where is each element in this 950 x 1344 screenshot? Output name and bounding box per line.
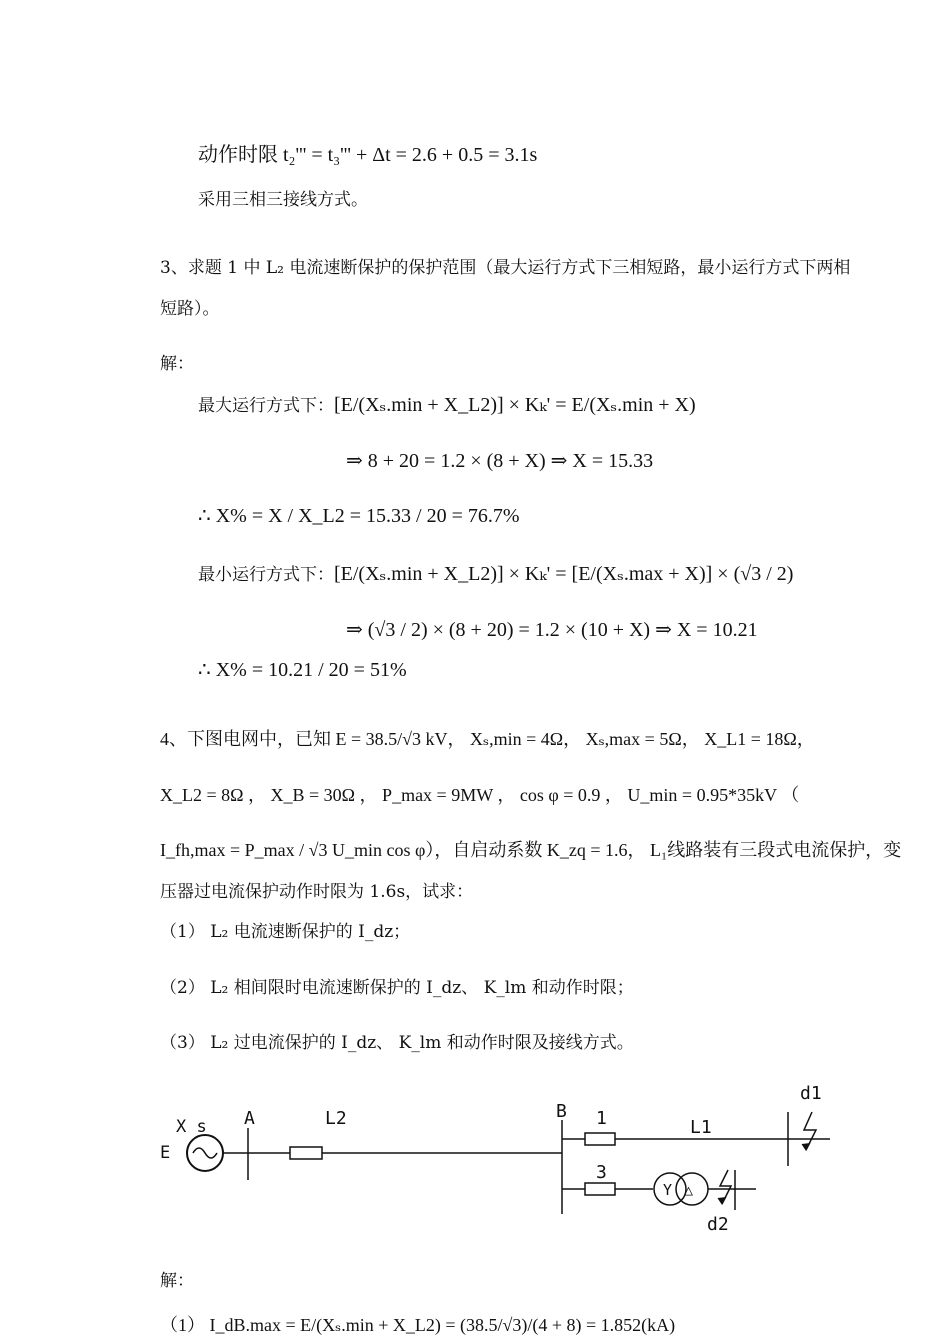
max-mode-label: 最大运行方式下： xyxy=(198,396,334,416)
question-3-cont: 短路）。 xyxy=(160,299,220,319)
line-time-limit: 动作时限 t₂''' = t₃''' + Δt = 2.6 + 0.5 = 3.1s xyxy=(198,144,538,166)
min-mode-equation: [E/(Xₛ.min + X_L2)] × Kₖ' = [E/(Xₛ.max + X)] × (√3 / 2) xyxy=(334,563,794,585)
diagram-label-l2: L2 xyxy=(325,1108,347,1129)
max-mode-equation: [E/(Xₛ.min + X_L2)] × Kₖ' = E/(Xₛ.min + X) xyxy=(334,394,696,416)
max-mode-percent: ∴ X% = X / X_L2 = 15.33 / 20 = 76.7% xyxy=(198,505,520,527)
diagram-label-e: E xyxy=(160,1143,171,1163)
min-mode-percent: ∴ X% = 10.21 / 20 = 51% xyxy=(198,659,407,681)
ac-wave-icon xyxy=(193,1148,217,1158)
sub-question-2: （2） L₂ 相间限时电流速断保护的 I_dz、 K_lm 和动作时限； xyxy=(160,978,634,998)
diagram-label-d2: d2 xyxy=(707,1214,729,1235)
diagram-label-b: B xyxy=(556,1101,567,1122)
sub-question-3: （3） L₂ 过电流保护的 I_dz、 K_lm 和动作时限及接线方式。 xyxy=(160,1033,634,1053)
breaker-1 xyxy=(585,1133,615,1145)
sub-question-1: （1） L₂ 电流速断保护的 I_dz； xyxy=(160,922,411,942)
question-4-line-1: 4、下图电网中，已知 E = 38.5/√3 kV， Xₛ,min = 4Ω， Xₛ,max = 5Ω， X_L1 = 18Ω， xyxy=(160,729,815,749)
diagram-label-delta: △ xyxy=(684,1181,694,1199)
min-mode-solve: ⇒ (√3 / 2) × (8 + 20) = 1.2 × (10 + X) ⇒ X = 10.21 xyxy=(346,619,758,641)
diagram-label-xs: X s xyxy=(176,1117,207,1137)
breaker-l2 xyxy=(290,1147,322,1159)
diagram-label-3: 3 xyxy=(596,1162,607,1183)
diagram-label-l1: L1 xyxy=(690,1117,712,1138)
diagram-label-a: A xyxy=(244,1108,255,1129)
question-4-line-3: I_fh,max = P_max / √3 U_min cos φ），自启动系数 K_zq = 1.6， L₁线路装有三段式电流保护，变 xyxy=(160,840,902,860)
max-mode-solve: ⇒ 8 + 20 = 1.2 × (8 + X) ⇒ X = 15.33 xyxy=(346,450,654,472)
diagram-label-y: Y xyxy=(663,1181,673,1199)
solution-label-1: 解： xyxy=(160,354,194,374)
question-4-line-4: 压器过电流保护动作时限为 1.6s，试求： xyxy=(160,882,474,902)
line-connection-mode: 采用三相三接线方式。 xyxy=(198,190,368,210)
solution-label-2: 解： xyxy=(160,1271,194,1291)
diagram-label-1: 1 xyxy=(596,1108,607,1129)
question-4-line-2: X_L2 = 8Ω ， X_B = 30Ω ， P_max = 9MW ， cos φ = 0.9 ， U_min = 0.95*35kV （ xyxy=(160,785,800,805)
diagram-label-d1: d1 xyxy=(800,1083,822,1104)
question-3: 3、求题 1 中 L₂ 电流速断保护的保护范围（最大运行方式下三相短路，最小运行方式下两相 xyxy=(160,258,851,278)
min-mode-label: 最小运行方式下： xyxy=(198,565,334,585)
breaker-3 xyxy=(585,1183,615,1195)
answer-1: （1） I_dB.max = E/(Xₛ.min + X_L2) = (38.5/√3)/(4 + 8) = 1.852(kA) xyxy=(160,1315,676,1335)
